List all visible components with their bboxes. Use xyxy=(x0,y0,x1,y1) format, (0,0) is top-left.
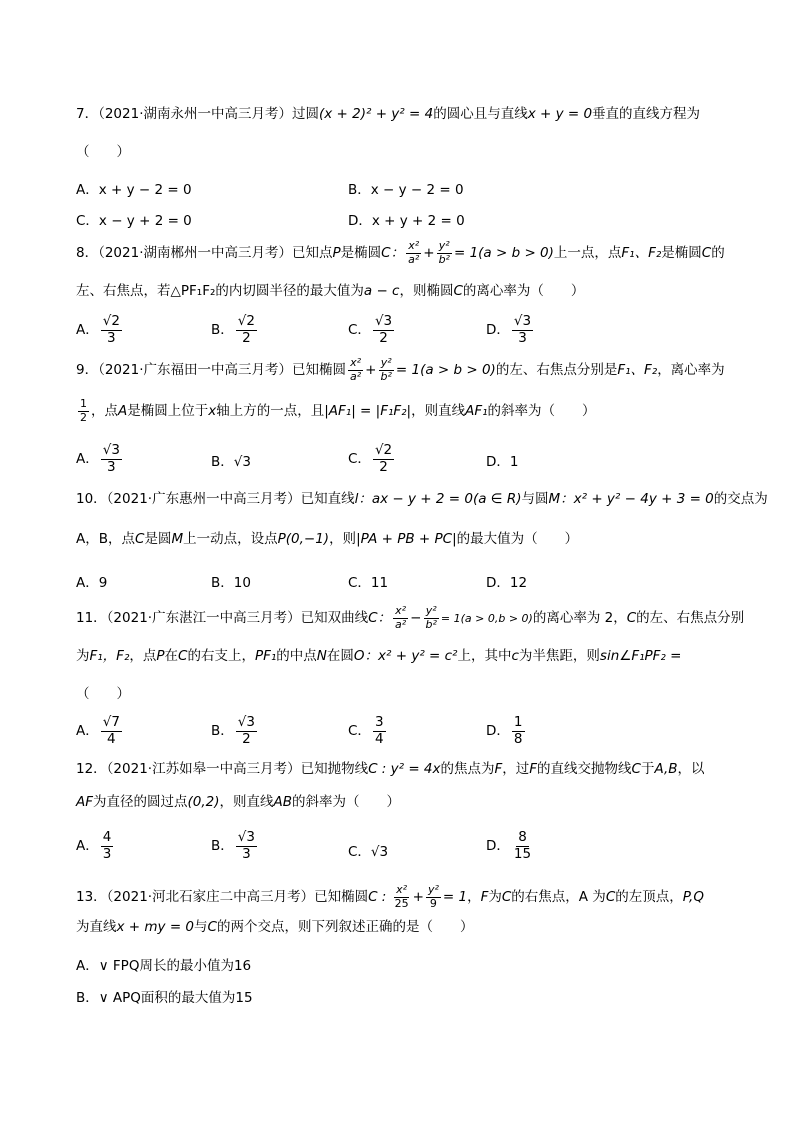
q10-option-c: C．11 xyxy=(348,575,389,591)
q9-option-b: B．√3 xyxy=(211,454,251,470)
q12-option-a: A． $\frac{4}{3}$ xyxy=(76,829,112,862)
q9-option-d: D．1 xyxy=(486,454,519,470)
q7-option-d: D．x + y + 2 = 0 xyxy=(348,213,465,229)
q8-stem-line2: 左、右焦点，若△PF₁F₂的内切圆半径的最大值为a − c，则椭圆C的离心率为（ ） xyxy=(76,283,585,299)
q10-stem-line2: A，B，点C是圆M上一动点，设点P(0,−1)，则|PA + PB + PC|的最大值为（ ） xyxy=(76,531,579,547)
q11-option-d: D． $\frac{1}{8}$ xyxy=(486,714,523,747)
q11-option-c: C． $\frac{3}{4}$ xyxy=(348,714,384,747)
q12-stem-line2: AF为直径的圆过点(0,2)，则直线AB的斜率为（ ） xyxy=(76,794,401,810)
q12-option-b: B． $\frac{√3}{3}$ xyxy=(211,829,255,862)
q10-option-d: D．12 xyxy=(486,575,528,591)
q13-stem: 13．（2021·河北石家庄二中高三月考）已知椭圆C : $\frac{\text{x²}}{25}$ + $\frac{\text{y²}}{9}$ = 1，F为C的右焦点，A 为C的左顶点，P,Q xyxy=(76,883,704,910)
q12-option-d: D． $\frac{8}{15}$ xyxy=(486,829,532,862)
q9-eccentricity: $\frac{1}{2}$ xyxy=(80,397,87,424)
q7-paren: （ ） xyxy=(76,144,130,160)
q8-stem: 8．（2021·湖南郴州一中高三月考）已知点P是椭圆C： $\frac{\text{x²}}{\text{a²}}$ + $\frac{\text{y²}}{\text{b²}}$ = 1(a > b > 0)上一点，点F₁、F₂是椭圆C的 xyxy=(76,239,725,266)
q11-stem-line2: 为F₁，F₂，点P在C的右支上，PF₁的中点N在圆O：x² + y² = c²上，其中c为半焦距，则sin∠F₁PF₂ = xyxy=(76,648,682,664)
q7-option-c: C．x − y + 2 = 0 xyxy=(76,213,192,229)
q8-option-c: C． $\frac{√3}{2}$ xyxy=(348,313,393,346)
q10-vector-sum: |PA + PB + PC| xyxy=(356,531,457,547)
q11-option-b: B． $\frac{√3}{2}$ xyxy=(211,714,255,747)
q8-option-a: A． $\frac{√2}{3}$ xyxy=(76,313,120,346)
q12-option-c: C．√3 xyxy=(348,844,389,860)
q9-option-c: C． $\frac{√2}{2}$ xyxy=(348,442,393,475)
q8-frac-y: $\frac{\text{y²}}{\text{b²}}$ xyxy=(438,239,450,266)
q11-paren: （ ） xyxy=(76,686,130,702)
q9-option-a: A． $\frac{√3}{3}$ xyxy=(76,442,120,475)
q11-option-a: A． $\frac{√7}{4}$ xyxy=(76,714,120,747)
q10-option-b: B．10 xyxy=(211,575,251,591)
q8-option-d: D． $\frac{√3}{3}$ xyxy=(486,313,532,346)
q7-option-b: B．x − y − 2 = 0 xyxy=(348,182,464,198)
q10-option-a: A．9 xyxy=(76,575,108,591)
q8-option-b: B． $\frac{√2}{2}$ xyxy=(211,313,255,346)
q10-stem: 10．（2021·广东惠州一中高三月考）已知直线l：ax − y + 2 = 0(a ∈ R)与圆M：x² + y² − 4y + 3 = 0的交点为 xyxy=(76,491,768,507)
q12-stem: 12．（2021·江苏如皋一中高三月考）已知抛物线C : y² = 4x的焦点为F，过F的直线交抛物线C于A,B，以 xyxy=(76,761,705,777)
q8-frac-x: $\frac{\text{x²}}{\text{a²}}$ xyxy=(408,239,420,266)
q13-option-a: A．∨ FPQ周长的最小值为16 xyxy=(76,958,252,974)
q9-stem-line2: $\frac{1}{2}$ ，点A是椭圆上位于x轴上方的一点，且|AF₁| = |F₁F₂|，则直线AF₁的斜率为（ ） xyxy=(80,397,596,424)
q13-stem-line2: 为直线x + my = 0与C的两个交点，则下列叙述正确的是（ ） xyxy=(76,919,474,935)
q7-stem: 7．（2021·湖南永州一中高三月考）过圆(x + 2)² + y² = 4的圆心且与直线x + y = 0垂直的直线方程为 xyxy=(76,106,701,122)
q7-option-a: A．x + y − 2 = 0 xyxy=(76,182,192,198)
q9-stem: 9．（2021·广东福田一中高三月考）已知椭圆 $\frac{\text{x²}}{\text{a²}}$ + $\frac{\text{y²}}{\text{b²}}$ = 1(a > b > 0)的左、右焦点分别是F₁、F₂，离心率为 xyxy=(76,356,725,383)
q13-option-b: B．∨ APQ面积的最大值为15 xyxy=(76,990,253,1006)
q11-stem: 11．（2021·广东湛江一中高三月考）已知双曲线C： $\frac{\text{x²}}{\text{a²}}$ − $\frac{\text{y²}}{\text{b²}}$ = 1(a > 0,b > 0)的离心率为 2，C的左、右焦点分别 xyxy=(76,604,745,631)
